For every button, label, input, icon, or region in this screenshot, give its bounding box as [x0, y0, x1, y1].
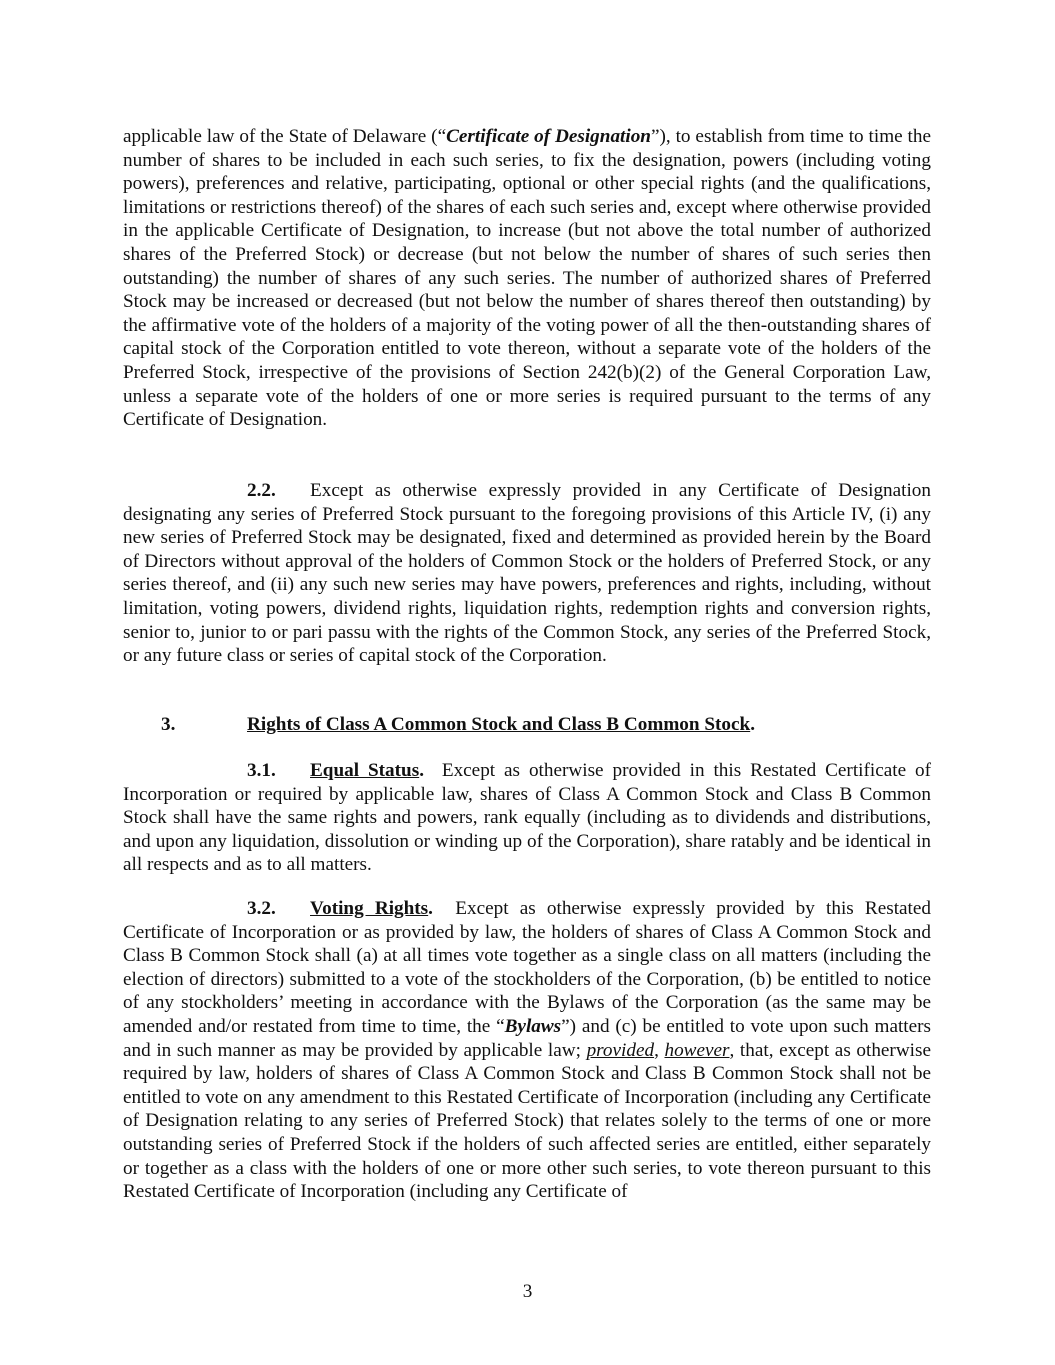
page-number: 3: [522, 1281, 533, 1302]
section-3-heading: 3. Rights of Class A Common Stock and Class B Common Stock.: [123, 713, 931, 737]
section-number: 2.2.: [247, 480, 276, 501]
defined-term-bylaws: Bylaws: [504, 1015, 562, 1037]
section-3-2: 3.2. Voting Rights. Except as otherwise expressly provided by this Restated Certificate of Incorporation or as provided by law, the holders of shares of Class A Common Stock and Class B Common Stock shall (a) at all times vote together as a single class on all matters (including the election of directors) submitted to a vote of the stockholders of the Corporation, (b) be entitled to notice of any stockholders’ meeting in accordance with the Bylaws of the Corporation (as the same may be amended and/or restated from time to time, the “Bylaws”) and (c) be entitled to vote upon such matters and in such manner as may be provided by applicable law; provided, however, that, except as otherwise required by law, holders of shares of Class A Common Stock and Class B Common Stock shall not be entitled to vote on any amendment to this Restated Certificate of Incorporation (including any Certificate of Designation relating to any series of Preferred Stock) that relates solely to the terms of one or more outstanding series of Preferred Stock if the holders of such affected series are entitled, either separately or together as a class with the holders of one or more other such series, to vote thereon pursuant to this Restated Certificate of Incorporation (including any Certificate of: [123, 898, 931, 1203]
section-title: Rights of Class A Common Stock and Class B Common Stock: [247, 714, 751, 735]
defined-term-certificate-of-designation: Certificate of Designation: [446, 126, 651, 147]
section-number: 3.2.: [247, 898, 276, 919]
section-3-1: 3.1. Equal Status. Except as otherwise provided in this Restated Certificate of Incorporation or required by applicable law, shares of Class A Common Stock and Class B Common Stock shall have the same rights and powers, rank equally (including as to dividends and distributions, and upon any liquidation, dissolution or winding up of the Corporation), share ratably and be identical in all respects and as to all matters.: [123, 760, 931, 876]
section-number: 3.1.: [247, 760, 276, 781]
section-title: Equal Status: [310, 760, 420, 781]
section-title: Voting Rights: [310, 898, 429, 919]
term-however: however: [664, 1039, 730, 1061]
paragraph-intro: applicable law of the State of Delaware (“Certificate of Designation”), to establish from time to time the number of shares to be included in each such series, to fix the designation, powers (including voting powers), preferences and relative, participating, optional or other special rights (and the qualifications, limitations or restrictions thereof) of the shares of each such series and, except where otherwise provided in the applicable Certificate of Designation, to increase (but not above the total number of authorized shares of the Preferred Stock) or decrease (but not below the number of shares of such series then outstanding) the number of shares of any such series. The number of authorized shares of Preferred Stock may be increased or decreased (but not below the number of shares thereof then outstanding) by the affirmative vote of the holders of a majority of the voting power of all the then-outstanding shares of capital stock of the Corporation entitled to vote thereon, without a separate vote of the holders of the Preferred Stock, irrespective of the provisions of Section 242(b)(2) of the General Corporation Law, unless a separate vote of the holders of one or more series is required pursuant to the terms of any Certificate of Designation.: [123, 126, 931, 431]
term-provided: provided: [586, 1039, 655, 1061]
section-2-2: 2.2. Except as otherwise expressly provided in any Certificate of Designation designating any series of Preferred Stock pursuant to the foregoing provisions of this Article IV, (i) any new series of Preferred Stock may be designated, fixed and determined as provided herein by the Board of Directors without approval of the holders of Common Stock or the holders of Preferred Stock, or any series thereof, and (ii) any such new series may have powers, preferences and rights, including, without limitation, voting powers, dividend rights, liquidation rights, redemption rights and conversion rights, senior to, junior to or pari passu with the rights of the Common Stock, any series of the Preferred Stock, or any future class or series of capital stock of the Corporation.: [123, 480, 931, 667]
section-number: 3.: [161, 714, 176, 735]
